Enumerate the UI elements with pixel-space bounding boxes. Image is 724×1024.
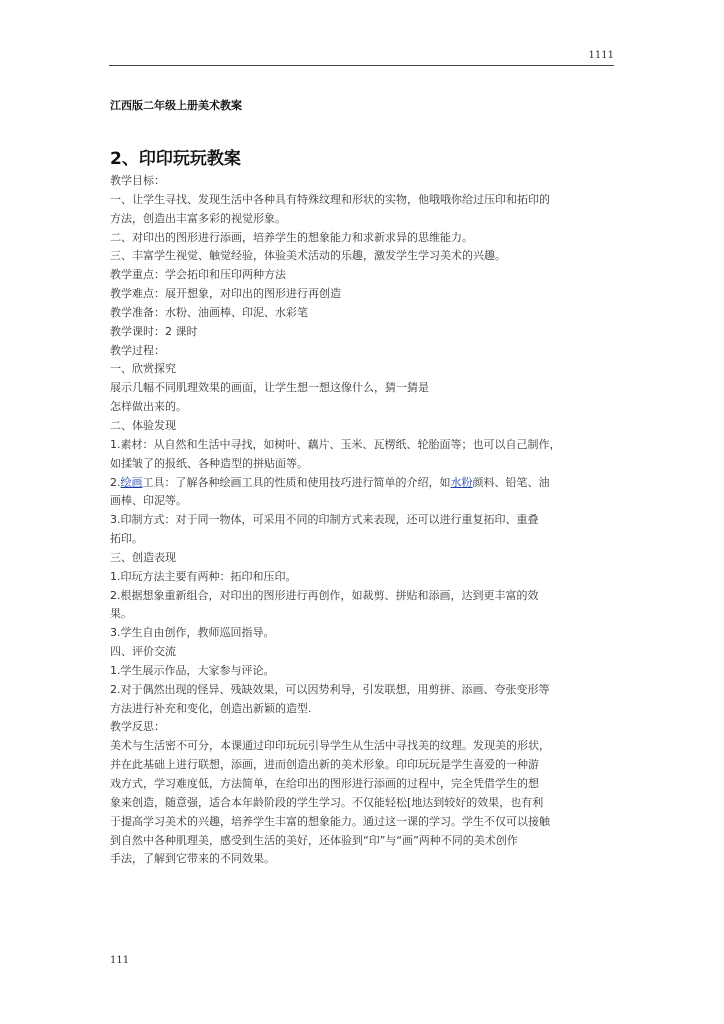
text-line: 一、欣赏探究 bbox=[110, 362, 176, 376]
text-line: 拓印。 bbox=[110, 532, 143, 546]
painting-link[interactable]: 绘画 bbox=[120, 475, 143, 489]
text-line: 手法，了解到它带来的不同效果。 bbox=[110, 852, 275, 866]
text-line: 3.印制方式：对于同一物体，可采用不同的印制方式来表现，还可以进行重复拓印、重叠 bbox=[110, 513, 539, 527]
text-line: 果。 bbox=[110, 607, 132, 621]
lesson-title: 2、印印玩玩教案 bbox=[110, 149, 241, 169]
text-line: 教学反思： bbox=[110, 720, 165, 734]
text-line: 2.根据想象重新组合，对印出的图形进行再创作，如裁剪、拼贴和添画，达到更丰富的效 bbox=[110, 588, 539, 602]
text-line: 1.学生展示作品，大家参与评论。 bbox=[110, 663, 275, 677]
text-line: 教学课时：2 课时 bbox=[110, 324, 198, 338]
text-line: 二、体验发现 bbox=[110, 418, 176, 432]
text-line: 一、让学生寻找、发现生活中各种具有特殊纹理和形状的实物，他哦哦你给过压印和拓印的 bbox=[110, 192, 550, 206]
text-line bbox=[110, 474, 616, 493]
line-segment: 工具：了解各种绘画工具的性质和使用技巧进行简单的介绍，如 bbox=[142, 475, 451, 489]
text-line: 于提高学习美术的兴趣，培养学生丰富的想象能力。通过这一课的学习。学生不仅可以接触 bbox=[110, 814, 550, 828]
header-divider bbox=[109, 65, 614, 66]
text-line: 三、创造表现 bbox=[110, 550, 176, 564]
text-line: 三、丰富学生视觉、触觉经验，体验美术活动的乐趣，激发学生学习美术的兴趣。 bbox=[110, 249, 506, 263]
line-segment: 颜料、铅笔、油 bbox=[472, 475, 550, 489]
text-line: 教学难点：展开想象，对印出的图形进行再创造 bbox=[110, 287, 341, 301]
document-title: 江西版二年级上册美术教案 bbox=[110, 99, 242, 112]
text-line: 教学目标： bbox=[110, 174, 165, 187]
text-line: 1.印玩方法主要有两种：拓印和压印。 bbox=[110, 569, 297, 583]
text-line: 3.学生自由创作，教师巡回指导。 bbox=[110, 626, 275, 640]
footer-page-number: 111 bbox=[110, 955, 130, 966]
text-line: 到自然中各种肌理美，感受到生活的美好，还体验到“印”与“画”两种不同的美术创作 bbox=[110, 833, 518, 847]
text-line: 并在此基础上进行联想，添画，进而创造出新的美术形象。印印玩玩是学生喜爱的一种游 bbox=[110, 758, 539, 772]
text-line: 展示几幅不同肌理效果的画面，让学生想一想这像什么，猜一猜是 bbox=[110, 381, 429, 395]
text-line: 象来创造，随意强，适合本年龄阶段的学生学习。不仅能轻松[地达到较好的效果，也有利 bbox=[110, 795, 544, 809]
text-line: 画棒、印泥等。 bbox=[110, 494, 187, 508]
lesson-body bbox=[110, 172, 616, 869]
text-line: 如揉皱了的报纸、各种造型的拼贴面等。 bbox=[110, 456, 308, 470]
text-line: 教学准备：水粉、油画棒、印泥、水彩笔 bbox=[110, 305, 308, 319]
text-line: 1.素材：从自然和生活中寻找，如树叶、藕片、玉米、瓦楞纸、轮胎面等；也可以自己制作， bbox=[110, 437, 561, 451]
header-page-code: 1111 bbox=[588, 50, 614, 61]
text-line: 戏方式，学习难度低，方法简单，在给印出的图形进行添画的过程中，完全凭借学生的想 bbox=[110, 777, 539, 790]
line-segment: 2. bbox=[110, 475, 121, 489]
gouache-link[interactable]: 水粉 bbox=[450, 475, 473, 489]
text-line: 教学过程： bbox=[110, 343, 165, 357]
text-line: 2.对于偶然出现的怪异、残缺效果，可以因势利导，引发联想，用剪拼、添画、夸张变形等 bbox=[110, 682, 550, 696]
text-line: 方法进行补充和变化，创造出新颖的造型. bbox=[110, 701, 312, 715]
text-line: 方法，创造出丰富多彩的视觉形象。 bbox=[110, 211, 286, 225]
text-line: 教学重点：学会拓印和压印两种方法 bbox=[110, 268, 286, 282]
text-line: 二、对印出的图形进行添画，培养学生的想象能力和求新求异的思维能力。 bbox=[110, 230, 473, 244]
text-line: 怎样做出来的。 bbox=[110, 400, 187, 414]
text-line: 美术与生活密不可分，本课通过印印玩玩引导学生从生活中寻找美的纹理。发现美的形状， bbox=[110, 739, 550, 753]
text-line: 四、评价交流 bbox=[110, 645, 176, 659]
